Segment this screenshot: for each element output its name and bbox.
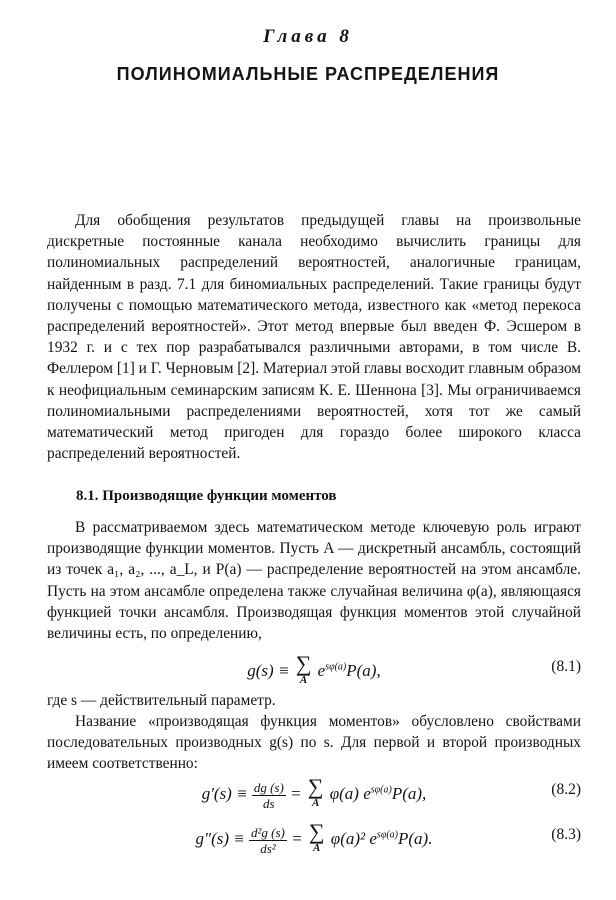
intro-paragraph: Для обобщения результатов предыдущей главы на произвольные дискретные постоянные канала необходимо вычислить границы для полиномиальных распределений вероятностей, аналогичные границам, найденным в разд. 7.1 для биномиальных распределений. Такие границы будут получены с помощью математического метода, известного как «метод перекоса распределений вероятностей». Этот метод впервые был введен Ф. Эсшером в 1932 г. и с тех пор разрабатывался различными авторами, в том числе В. Феллером [1] и Г. Черновым [2]. Материал этой главы восходит главным образом к неофициальным семинарским записям К. Е. Шеннона [3]. Мы ограничиваемся полиномиальными распределениями вероятностей, хотя тот же самый математический метод пригоден для гораздо более широкого класса распределений вероятностей. bbox=[47, 212, 581, 463]
equation-number: (8.1) bbox=[551, 658, 581, 675]
chapter-label: Глава 8 bbox=[263, 26, 353, 47]
parameter-note: где s — действительный параметр. bbox=[47, 692, 276, 709]
equation-8-3-formula: g″(s) ≡ $\frac{\text{d²g (s)}}{\text{ds²}}$ = ∑ A φ(a)² $e^{s\varphi(a)}P(a)$. bbox=[195, 819, 433, 856]
equation-8-1-formula: g(s) ≡ ∑ A $e^{s\varphi(a)}P(a)$, bbox=[247, 651, 381, 686]
section-paragraph-2: Название «производящая функция моментов» обусловлено свойствами последовательных производных g(s) по s. Для первой и второй производных имеем соответственно: bbox=[47, 713, 581, 773]
equation-8-2-formula: g′(s) ≡ $\frac{dg (s)}{ds}$ = ∑ A φ(a) $e^{s\varphi(a)}P(a)$, bbox=[201, 774, 427, 811]
section-paragraph-1: В рассматриваемом здесь математическом методе ключевую роль играют производящие функции моментов. Пусть A — дискретный ансамбль, состоящий из точек a₁, a₂, ..., a_L, и P(a) — распределение вероятностей на этом ансамбле. Пусть на этом ансамбле определена также случайная величина φ(a), являющаяся функцией точки ансамбля. Производящая функция моментов этой случайной величины есть, по определению, bbox=[47, 519, 581, 643]
section-heading: 8.1. Производящие функции моментов bbox=[76, 488, 337, 504]
equation-8-3 bbox=[47, 818, 581, 858]
equation-8-1 bbox=[47, 650, 581, 690]
equation-8-2 bbox=[47, 773, 581, 813]
chapter-title: ПОЛИНОМИАЛЬНЫЕ РАСПРЕДЕЛЕНИЯ bbox=[116, 64, 500, 84]
equation-number: (8.2) bbox=[551, 781, 581, 798]
equation-number: (8.3) bbox=[551, 826, 581, 843]
